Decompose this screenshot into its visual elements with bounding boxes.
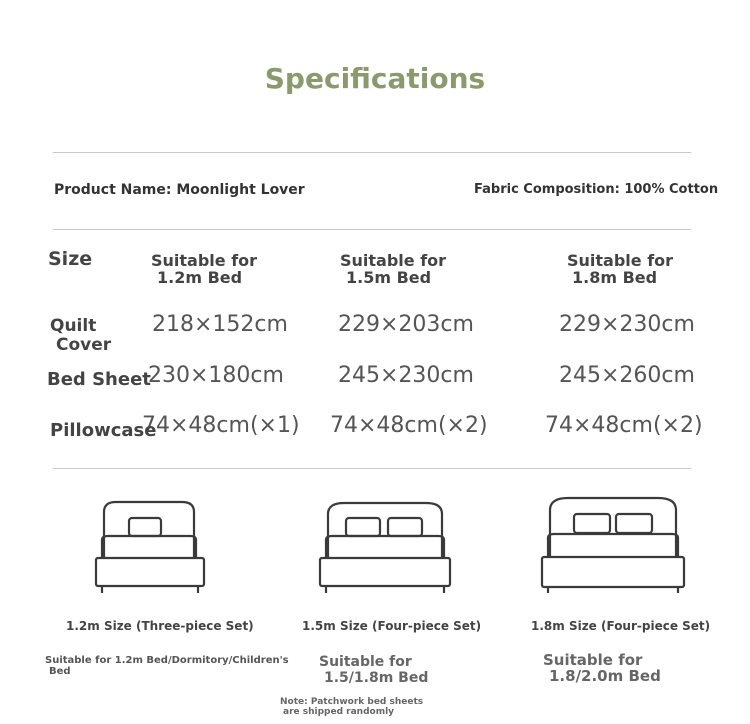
row-label-line2: Cover: [56, 335, 112, 355]
column-header-line1: Suitable for: [340, 251, 447, 270]
row-label-quilt-cover: [50, 317, 111, 355]
column-header-line2: 1.8m Bed: [572, 268, 658, 287]
table-cell: 245×260cm: [559, 363, 695, 388]
column-header-line1: Suitable for: [567, 251, 674, 270]
set-suitability-1-2m: [45, 655, 289, 677]
divider-top: [53, 152, 691, 153]
fabric-composition: Fabric Composition: 100% Cotton: [474, 182, 719, 197]
suitability-line2: 1.5/1.8m Bed: [324, 670, 429, 686]
table-cell: 245×230cm: [338, 363, 474, 388]
suitability-line2: Bed: [49, 666, 71, 677]
column-header-1-8m: [567, 252, 673, 286]
column-header-line1: Suitable for: [151, 251, 258, 270]
suitability-line1: Suitable for: [319, 654, 412, 670]
set-suitability-1-8m: [543, 652, 661, 684]
suitability-line2: 1.8/2.0m Bed: [549, 667, 661, 685]
divider-table: [53, 468, 691, 469]
note-line1: Note: Patchwork bed sheets: [280, 697, 424, 707]
row-label-line1: Quilt: [50, 316, 97, 336]
king-bed-icon: [540, 495, 686, 594]
table-cell: 74×48cm(×1): [142, 413, 300, 438]
set-suitability-1-5m: [319, 654, 428, 686]
set-caption-1-2m: 1.2m Size (Three-piece Set): [66, 619, 254, 633]
note-line2: are shipped randomly: [283, 707, 395, 717]
table-cell: 218×152cm: [152, 312, 288, 337]
divider-info: [53, 229, 691, 230]
shipping-note: [280, 697, 423, 717]
table-cell: 74×48cm(×2): [545, 413, 703, 438]
single-bed-icon: [94, 498, 206, 594]
column-header-line2: 1.5m Bed: [346, 268, 432, 287]
table-cell: 229×230cm: [559, 312, 695, 337]
column-header-1-2m: [151, 252, 257, 286]
column-header-1-5m: [340, 252, 446, 286]
set-caption-1-5m: 1.5m Size (Four-piece Set): [302, 619, 482, 633]
product-name: Product Name: Moonlight Lover: [54, 182, 305, 198]
column-header-line2: 1.2m Bed: [157, 268, 243, 287]
table-cell: 74×48cm(×2): [330, 413, 488, 438]
set-caption-1-8m: 1.8m Size (Four-piece Set): [531, 619, 711, 633]
suitability-line1: Suitable for: [543, 651, 643, 669]
page-title: Specifications: [264, 62, 486, 95]
row-label-bed-sheet: Bed Sheet: [47, 369, 151, 390]
row-label-pillowcase: Pillowcase: [50, 420, 157, 441]
table-cell: 229×203cm: [338, 312, 474, 337]
size-label: Size: [48, 248, 93, 270]
suitability-line1: Suitable for 1.2m Bed/Dormitory/Children's: [45, 655, 289, 666]
table-cell: 230×180cm: [148, 363, 284, 388]
double-bed-icon: [318, 500, 452, 594]
